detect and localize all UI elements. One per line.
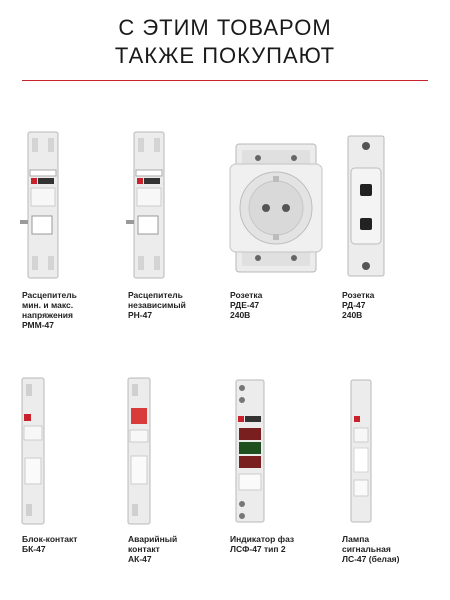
header-line-1: С ЭТИМ ТОВАРОМ bbox=[118, 15, 332, 40]
header-line-2: ТАКЖЕ ПОКУПАЮТ bbox=[114, 43, 336, 68]
product-label: Лампа сигнальная ЛС-47 (белая) bbox=[342, 534, 400, 564]
product-label: Розетка РДЕ-47 240В bbox=[230, 290, 263, 320]
product-label: Расцепитель независимый РН-47 bbox=[128, 290, 186, 320]
product-label: Аварийный контакт АК-47 bbox=[128, 534, 178, 564]
signal-lamp-icon bbox=[346, 376, 376, 526]
product-label: Расцепитель мин. и макс. напряжения РММ-47 bbox=[22, 290, 77, 330]
product-label: Блок-контакт БК-47 bbox=[22, 534, 78, 554]
product-label: Розетка РД-47 240В bbox=[342, 290, 375, 320]
rn47-module-icon bbox=[126, 128, 170, 280]
product-label: Индикатор фаз ЛСФ-47 тип 2 bbox=[230, 534, 295, 554]
bk47-module-icon bbox=[18, 374, 48, 528]
rmm47-module-icon bbox=[20, 128, 64, 280]
phase-indicator-icon bbox=[230, 376, 270, 526]
ak47-module-icon bbox=[124, 374, 154, 528]
schuko-socket-icon bbox=[228, 138, 324, 278]
narrow-socket-icon bbox=[342, 132, 390, 280]
